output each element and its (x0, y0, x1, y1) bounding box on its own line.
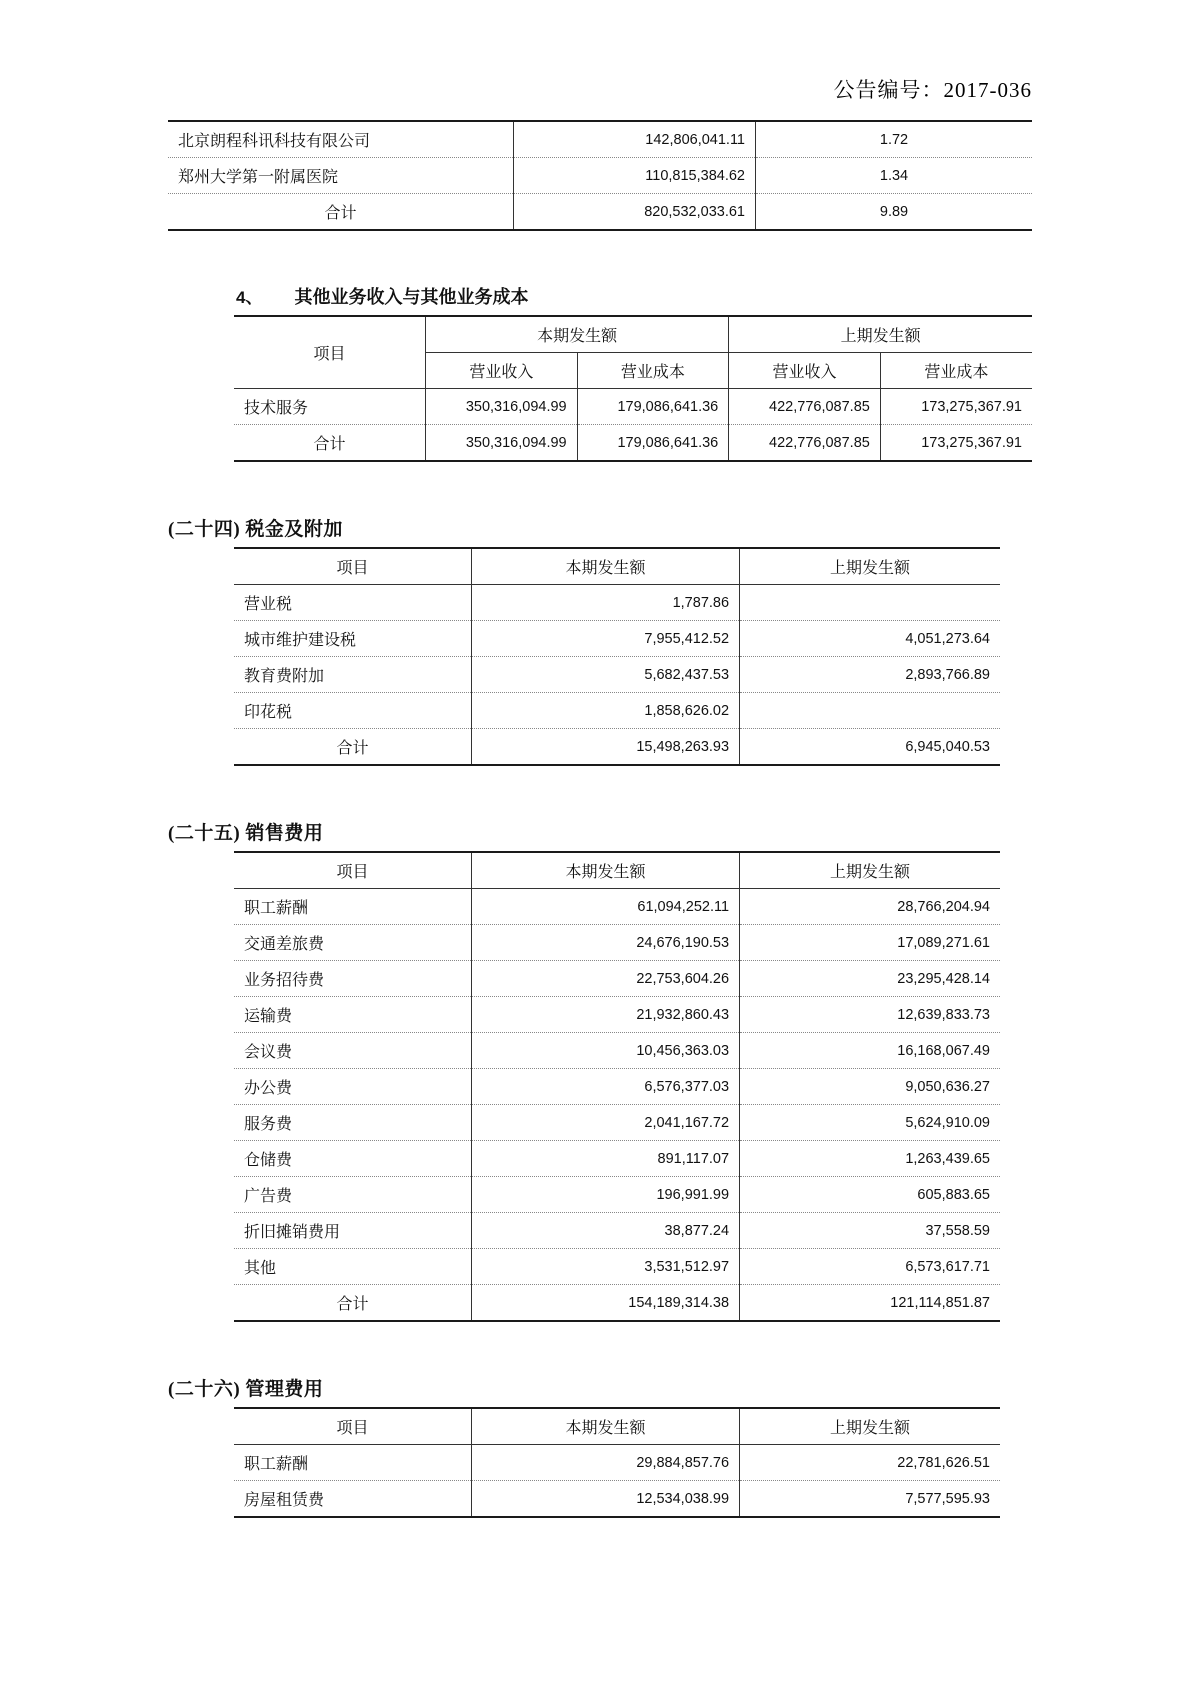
cell-item: 服务费 (234, 1105, 471, 1141)
table-row (234, 657, 1000, 693)
table-total-row (234, 1285, 1000, 1322)
header-prior-period: 上期发生额 (740, 852, 1000, 889)
cell-ratio: 1.72 (756, 121, 1033, 158)
header-current-period: 本期发生额 (471, 548, 739, 585)
cell-prior-cost: 173,275,367.91 (880, 389, 1032, 425)
cell-prior: 17,089,271.61 (740, 925, 1000, 961)
section-26-title: (二十六) 管理费用 (168, 1379, 324, 1400)
header-item: 项目 (234, 548, 471, 585)
header-prior-period: 上期发生额 (729, 316, 1032, 353)
section-24-title: (二十四) 税金及附加 (168, 519, 343, 540)
cell-item: 广告费 (234, 1177, 471, 1213)
cell-current: 5,682,437.53 (471, 657, 739, 693)
table-total-row (234, 729, 1000, 766)
header-current-cost: 营业成本 (577, 353, 729, 389)
header-item: 项目 (234, 1408, 471, 1445)
cell-total-ratio: 9.89 (756, 194, 1033, 231)
table-row (234, 389, 1032, 425)
cell-total-label: 合计 (234, 729, 471, 766)
table-row (234, 1105, 1000, 1141)
section-4-table (234, 315, 1032, 462)
cell-prior: 1,263,439.65 (740, 1141, 1000, 1177)
cell-current: 1,787.86 (471, 585, 739, 621)
cell-item: 仓储费 (234, 1141, 471, 1177)
cell-item: 教育费附加 (234, 657, 471, 693)
section-4-title: 其他业务收入与其他业务成本 (294, 287, 529, 307)
section-25-block (168, 818, 1032, 1322)
cell-prior (740, 585, 1000, 621)
table-header-row (234, 1408, 1000, 1445)
cell-item: 技术服务 (234, 389, 426, 425)
section-26-table (234, 1407, 1000, 1518)
spacer (168, 1322, 1032, 1374)
cell-current: 22,753,604.26 (471, 961, 739, 997)
section-4-heading (236, 283, 1032, 309)
header-prior-revenue: 营业收入 (729, 353, 881, 389)
cell-current: 196,991.99 (471, 1177, 739, 1213)
table-row (168, 121, 1032, 158)
cell-prior-revenue: 422,776,087.85 (729, 389, 881, 425)
cell-total-current: 15,498,263.93 (471, 729, 739, 766)
cell-item: 印花税 (234, 693, 471, 729)
header-item: 项目 (234, 316, 426, 389)
cell-current-cost: 179,086,641.36 (577, 389, 729, 425)
page-header-announcement-number: 公告编号：2017-036 (833, 78, 1032, 102)
table-row (234, 1481, 1000, 1518)
cell-total-label: 合计 (168, 194, 514, 231)
cell-current: 21,932,860.43 (471, 997, 739, 1033)
spacer (168, 766, 1032, 818)
cell-current: 12,534,038.99 (471, 1481, 739, 1518)
cell-current: 7,955,412.52 (471, 621, 739, 657)
cell-item: 折旧摊销费用 (234, 1213, 471, 1249)
header-prior-cost: 营业成本 (880, 353, 1032, 389)
cell-prior: 605,883.65 (740, 1177, 1000, 1213)
header-prior-period: 上期发生额 (740, 1408, 1000, 1445)
section-4-block (168, 283, 1032, 462)
cell-item: 其他 (234, 1249, 471, 1285)
table-row (234, 1445, 1000, 1481)
spacer (168, 462, 1032, 514)
cell-total-prior-cost: 173,275,367.91 (880, 425, 1032, 462)
cell-item: 会议费 (234, 1033, 471, 1069)
cell-item: 城市维护建设税 (234, 621, 471, 657)
cell-ratio: 1.34 (756, 158, 1033, 194)
top-continued-table-block (168, 120, 1032, 231)
table-row (234, 1249, 1000, 1285)
cell-prior (740, 693, 1000, 729)
cell-item: 交通差旅费 (234, 925, 471, 961)
cell-current: 2,041,167.72 (471, 1105, 739, 1141)
cell-prior: 12,639,833.73 (740, 997, 1000, 1033)
cell-item: 营业税 (234, 585, 471, 621)
cell-current: 891,117.07 (471, 1141, 739, 1177)
cell-item: 职工薪酬 (234, 1445, 471, 1481)
section-25-title: (二十五) 销售费用 (168, 823, 324, 844)
table-row (168, 158, 1032, 194)
cell-total-current: 154,189,314.38 (471, 1285, 739, 1322)
cell-company-name: 北京朗程科讯科技有限公司 (168, 121, 514, 158)
section-24-table (234, 547, 1000, 766)
header-current-period: 本期发生额 (426, 316, 729, 353)
cell-current: 24,676,190.53 (471, 925, 739, 961)
table-row (234, 1177, 1000, 1213)
cell-current: 3,531,512.97 (471, 1249, 739, 1285)
table-row (234, 1033, 1000, 1069)
cell-current: 61,094,252.11 (471, 889, 739, 925)
cell-current: 10,456,363.03 (471, 1033, 739, 1069)
header-current-revenue: 营业收入 (426, 353, 578, 389)
cell-amount: 142,806,041.11 (514, 121, 756, 158)
table-row (234, 925, 1000, 961)
cell-prior: 22,781,626.51 (740, 1445, 1000, 1481)
cell-prior: 7,577,595.93 (740, 1481, 1000, 1518)
cell-prior: 5,624,910.09 (740, 1105, 1000, 1141)
cell-total-prior-revenue: 422,776,087.85 (729, 425, 881, 462)
table-row (234, 1069, 1000, 1105)
table-row (234, 961, 1000, 997)
table-total-row (234, 425, 1032, 462)
cell-total-label: 合计 (234, 425, 426, 462)
cell-prior: 2,893,766.89 (740, 657, 1000, 693)
cell-prior: 23,295,428.14 (740, 961, 1000, 997)
table-header-row (234, 548, 1000, 585)
table-row (234, 1141, 1000, 1177)
cell-prior: 4,051,273.64 (740, 621, 1000, 657)
cell-item: 办公费 (234, 1069, 471, 1105)
table-row (234, 997, 1000, 1033)
cell-current-revenue: 350,316,094.99 (426, 389, 578, 425)
document-content (168, 120, 1032, 1518)
cell-prior: 28,766,204.94 (740, 889, 1000, 925)
header-prior-period: 上期发生额 (740, 548, 1000, 585)
section-24-block (168, 514, 1032, 766)
cell-current: 38,877.24 (471, 1213, 739, 1249)
cell-total-prior: 121,114,851.87 (740, 1285, 1000, 1322)
table-row (234, 693, 1000, 729)
header-current-period: 本期发生额 (471, 852, 739, 889)
table-row (234, 621, 1000, 657)
table-header-row (234, 852, 1000, 889)
cell-current: 29,884,857.76 (471, 1445, 739, 1481)
cell-current: 6,576,377.03 (471, 1069, 739, 1105)
table-row (234, 585, 1000, 621)
table-row (234, 889, 1000, 925)
header-current-period: 本期发生额 (471, 1408, 739, 1445)
table-total-row (168, 194, 1032, 231)
table-header-row (234, 316, 1032, 353)
cell-item: 职工薪酬 (234, 889, 471, 925)
cell-item: 业务招待费 (234, 961, 471, 997)
top-continued-table (168, 120, 1032, 231)
cell-prior: 16,168,067.49 (740, 1033, 1000, 1069)
cell-company-name: 郑州大学第一附属医院 (168, 158, 514, 194)
spacer (168, 231, 1032, 283)
cell-total-current-revenue: 350,316,094.99 (426, 425, 578, 462)
cell-amount: 110,815,384.62 (514, 158, 756, 194)
cell-total-current-cost: 179,086,641.36 (577, 425, 729, 462)
cell-item: 房屋租赁费 (234, 1481, 471, 1518)
cell-total-amount: 820,532,033.61 (514, 194, 756, 231)
table-row (234, 1213, 1000, 1249)
section-25-table (234, 851, 1000, 1322)
cell-prior: 37,558.59 (740, 1213, 1000, 1249)
section-4-number: 4、 (236, 288, 263, 307)
header-item: 项目 (234, 852, 471, 889)
cell-current: 1,858,626.02 (471, 693, 739, 729)
cell-prior: 9,050,636.27 (740, 1069, 1000, 1105)
cell-item: 运输费 (234, 997, 471, 1033)
cell-prior: 6,573,617.71 (740, 1249, 1000, 1285)
section-26-block (168, 1374, 1032, 1518)
cell-total-prior: 6,945,040.53 (740, 729, 1000, 766)
cell-total-label: 合计 (234, 1285, 471, 1322)
